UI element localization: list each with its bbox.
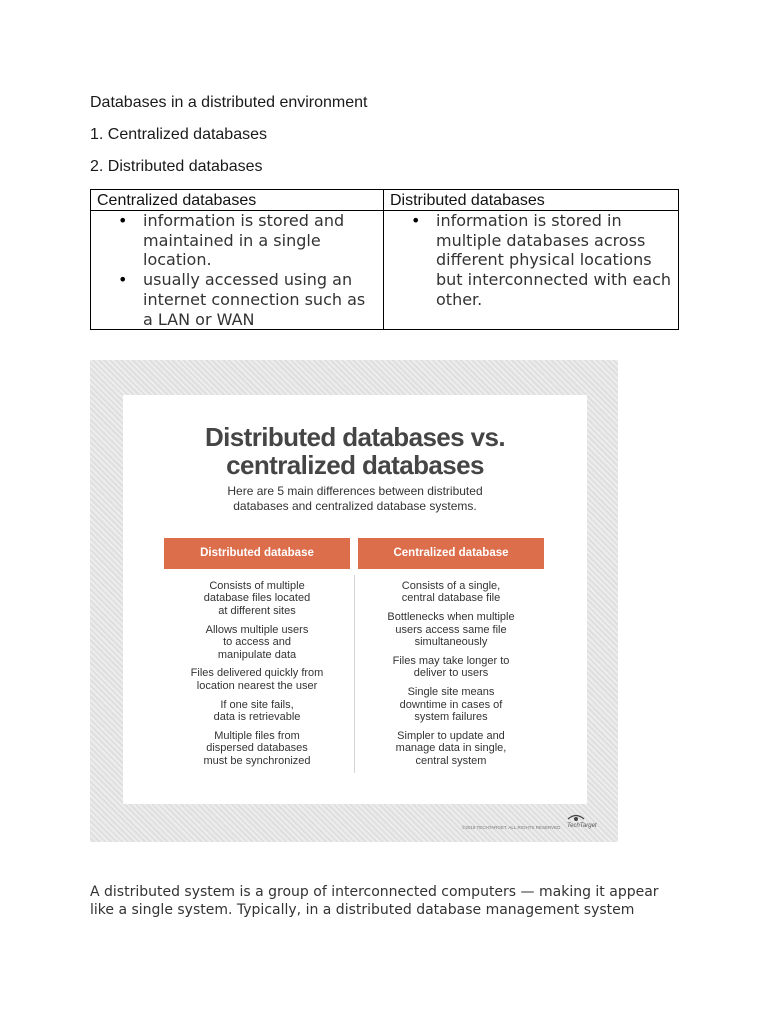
bullet-item <box>118 211 377 270</box>
infographic-item-line: Simpler to update and <box>397 730 505 743</box>
infographic-item-line: Files delivered quickly from <box>190 667 324 680</box>
infographic-item-line: location nearest the user <box>196 679 318 692</box>
infographic-item <box>164 580 350 617</box>
infographic-item-line: Bottlenecks when multiple <box>387 611 515 624</box>
infographic-item <box>358 655 544 680</box>
list-item-distributed: 2. Distributed databases <box>90 158 263 175</box>
infographic-item <box>358 611 544 648</box>
infographic-item-line: dispersed databases <box>206 742 308 755</box>
infographic-item-line: Multiple files from <box>214 730 300 743</box>
infographic-item <box>164 667 350 692</box>
infographic-item-line: to access and <box>223 636 291 649</box>
infographic-card <box>123 395 587 804</box>
bullet-list <box>384 211 672 310</box>
bullet-icon: • <box>411 211 421 230</box>
infographic-item-line: Files may take longer to <box>392 655 510 668</box>
infographic-item-line: central system <box>415 754 487 767</box>
copyright-notice: ©2018 TECHTARGET. ALL RIGHTS RESERVED <box>462 825 561 830</box>
comparison-infographic <box>90 360 618 842</box>
centralized-column <box>358 580 544 774</box>
infographic-item-line: system failures <box>414 711 488 724</box>
comparison-table <box>90 189 679 330</box>
eye-logo-icon <box>567 813 585 823</box>
document-title: Databases in a distributed environment <box>90 94 368 111</box>
infographic-item-line: central database file <box>401 592 501 605</box>
infographic-item-line: data is retrievable <box>213 711 301 724</box>
column-divider <box>354 575 355 773</box>
infographic-subtitle-line2: databases and centralized database systems. <box>233 499 477 513</box>
infographic-title-line1: Distributed databases vs. <box>205 422 505 452</box>
infographic-title-line2: centralized databases <box>226 450 484 480</box>
bullet-item <box>411 211 672 310</box>
infographic-item-line: downtime in cases of <box>399 698 503 711</box>
infographic-item-line: at different sites <box>218 604 296 617</box>
body-paragraph <box>90 883 690 919</box>
table-header-distributed: Distributed databases <box>384 190 679 211</box>
bullet-text: information is stored and maintained in a single location. <box>143 211 345 270</box>
table-row <box>91 211 679 330</box>
infographic-item-line: Allows multiple users <box>205 623 309 636</box>
bullet-icon: • <box>118 270 128 290</box>
infographic-item-line: manipulate data <box>217 648 297 661</box>
infographic-item <box>358 580 544 605</box>
table-header-row <box>91 190 679 211</box>
infographic-item-line: If one site fails, <box>220 698 294 711</box>
bullet-icon: • <box>118 211 128 230</box>
table-cell-centralized <box>91 211 384 330</box>
infographic-item-line: users access same file <box>395 623 507 636</box>
infographic-subtitle-line1: Here are 5 main differences between distributed <box>227 484 483 498</box>
infographic-item-line: simultaneously <box>414 636 488 649</box>
distributed-column <box>164 580 350 774</box>
centralized-column-header: Centralized database <box>358 538 544 569</box>
paragraph-line: like a single system. Typically, in a distributed database management system <box>90 902 635 918</box>
infographic-item-line: Consists of a single, <box>401 580 501 592</box>
infographic-item-line: Consists of multiple <box>209 580 305 592</box>
bullet-item <box>118 270 377 329</box>
infographic-item <box>358 730 544 767</box>
infographic-item-line: Single site means <box>407 686 495 699</box>
infographic-item-line: must be synchronized <box>203 754 311 767</box>
brand-logo: TechTarget <box>567 823 597 829</box>
bullet-text: usually accessed using an internet connection such as a LAN or WAN <box>143 270 366 329</box>
infographic-item-line: database files located <box>203 592 311 605</box>
list-item-centralized: 1. Centralized databases <box>90 126 267 143</box>
paragraph-line: A distributed system is a group of interconnected computers — making it appear <box>90 884 659 900</box>
distributed-column-header: Distributed database <box>164 538 350 569</box>
infographic-item <box>164 699 350 724</box>
infographic-item <box>164 624 350 661</box>
infographic-item <box>358 686 544 723</box>
infographic-item <box>164 730 350 767</box>
infographic-item-line: manage data in single, <box>395 742 507 755</box>
bullet-text: information is stored in multiple databases across different physical locations but interconnected with each other. <box>436 211 672 309</box>
table-header-centralized: Centralized databases <box>91 190 384 211</box>
infographic-item-line: deliver to users <box>413 667 489 680</box>
table-cell-distributed <box>384 211 679 330</box>
bullet-list <box>91 211 377 329</box>
